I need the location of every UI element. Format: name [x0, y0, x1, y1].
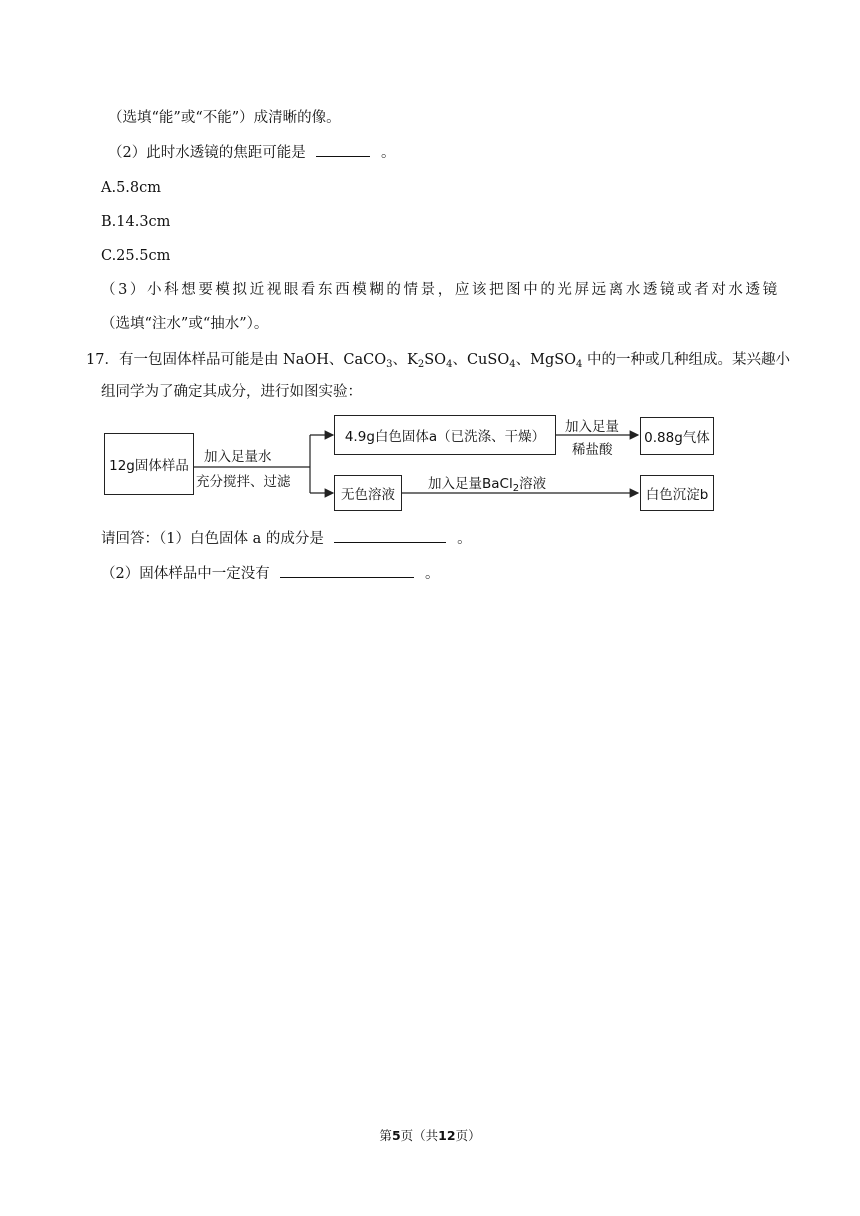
footer-text: 第 — [379, 1128, 392, 1143]
footer-text: 页（共 — [400, 1128, 439, 1143]
q17-line2: 组同学为了确定其成分，进行如图实验： — [101, 384, 362, 400]
step3-text: 加入足量BaCl — [428, 476, 513, 492]
solution-box: 无色溶液 — [334, 475, 402, 511]
q17-answer1 — [101, 528, 472, 549]
subscript: 2 — [417, 359, 425, 370]
step2-label-bottom: 稀盐酸 — [572, 442, 613, 458]
step1-label-bottom: 充分搅拌、过滤 — [196, 474, 291, 490]
sample-box: 12g固体样品 — [104, 433, 194, 495]
subscript: 3 — [386, 359, 393, 370]
q16-line1: （选填“能”或“不能”）成清晰的像。 — [108, 110, 341, 126]
q16-part3-line2: （选填“注水”或“抽水”）。 — [101, 316, 269, 332]
page-number: 5 — [391, 1128, 401, 1143]
footer-text: 页） — [455, 1128, 481, 1143]
q17-intro-text: 中的一种或几种组成。某兴趣小 — [582, 352, 791, 368]
q17-intro — [86, 350, 790, 370]
q17-answer2-prefix: （2）固体样品中一定没有 — [101, 566, 270, 582]
q17-answer2-suffix: 。 — [424, 566, 440, 582]
precipitate-box: 白色沉淀b — [640, 475, 714, 511]
experiment-flow-diagram — [100, 405, 720, 520]
q17-answer1-suffix: 。 — [457, 531, 472, 547]
subscript: 4 — [576, 359, 583, 370]
step3-label — [428, 472, 546, 492]
q16-part2 — [108, 142, 395, 163]
q17-intro-text: 、MgSO — [515, 352, 577, 368]
gas-box: 0.88g气体 — [640, 417, 714, 455]
q16-part3-line1: （3）小科想要模拟近视眼看东西模糊的情景，应该把图中的光屏远离水透镜或者对水透镜 — [101, 282, 780, 298]
q17-answer1-prefix: 请回答：（1）白色固体 a 的成分是 — [101, 531, 324, 547]
subscript: 4 — [509, 359, 516, 370]
total-pages: 12 — [438, 1128, 456, 1143]
q17-intro-text: SO — [424, 352, 447, 368]
question-number: 17． — [86, 352, 119, 368]
option-c: C.25.5cm — [101, 248, 171, 264]
q17-intro-text: 、CuSO — [452, 352, 510, 368]
answer-blank[interactable] — [334, 528, 446, 543]
answer-blank[interactable] — [280, 563, 414, 578]
answer-blank[interactable] — [316, 142, 370, 157]
q16-part2-suffix: 。 — [380, 145, 396, 161]
step1-label-top: 加入足量水 — [204, 449, 272, 465]
subscript: 4 — [446, 359, 453, 370]
q17-answer2 — [101, 563, 439, 584]
solid-a-box: 4.9g白色固体a（已洗涤、干燥） — [334, 415, 556, 455]
q16-part2-prefix: （2）此时水透镜的焦距可能是 — [108, 145, 306, 161]
subscript: 2 — [512, 483, 520, 494]
step2-label-top: 加入足量 — [565, 419, 619, 435]
q17-intro-text: 有一包固体样品可能是由 NaOH、CaCO — [118, 352, 387, 368]
q17-intro-text: 、K — [392, 352, 418, 368]
option-a: A.5.8cm — [101, 180, 162, 196]
option-b: B.14.3cm — [101, 214, 171, 230]
step3-text: 溶液 — [519, 476, 547, 492]
page-footer — [0, 1126, 860, 1144]
